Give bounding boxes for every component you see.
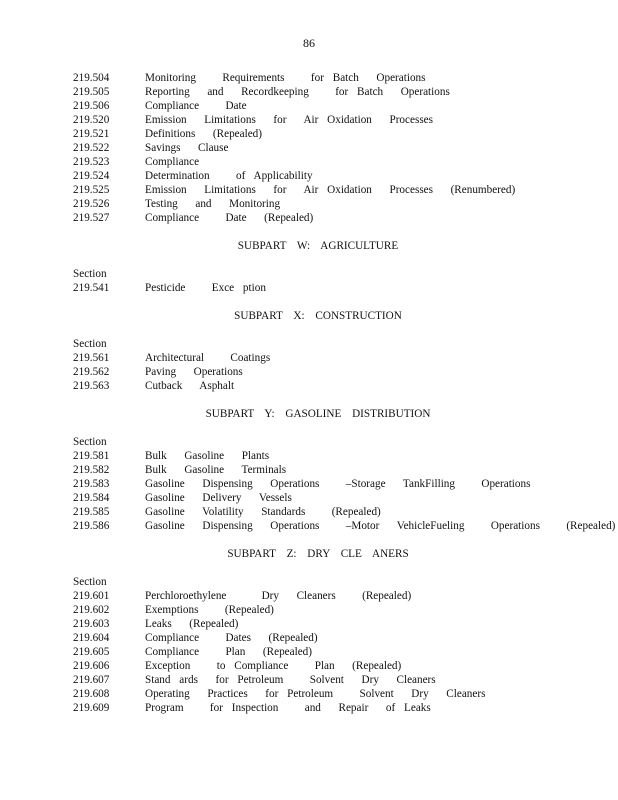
section-number: 219.506 [73, 100, 110, 112]
toc-entry [73, 505, 593, 519]
section-title: Gasoline Dispensing Operations –Motor VehicleFueling Operations (Repealed) [145, 520, 616, 532]
section-number: 219.606 [73, 660, 110, 672]
section-title: Emission Limitations for Air Oxidation Processes [145, 114, 433, 126]
section-number: 219.583 [73, 478, 110, 490]
section-title: Stand ards for Petroleum Solvent Dry Cleaners [145, 674, 436, 686]
section-column-label: Section [73, 338, 107, 350]
section-title: Cutback Asphalt [145, 380, 235, 392]
section-number: 219.526 [73, 198, 110, 210]
toc-entry [73, 491, 593, 505]
section-number: 219.523 [73, 156, 110, 168]
section-column-label: Section [73, 576, 107, 588]
section-title: Leaks (Repealed) [145, 618, 239, 630]
section-title: Gasoline Volatility Standards (Repealed) [145, 506, 381, 518]
subpart-w [73, 239, 593, 295]
toc-entry [73, 183, 593, 197]
subpart-x [73, 309, 593, 393]
toc-entry [73, 141, 593, 155]
section-title: Perchloroethylene Dry Cleaners (Repealed) [145, 590, 412, 602]
toc-entry [73, 673, 593, 687]
toc-entry [73, 463, 593, 477]
section-number: 219.602 [73, 604, 110, 616]
toc-entry [73, 617, 593, 631]
subpart-header: SUBPART Z: DRY CLE ANERS [227, 548, 409, 560]
section-number: 219.522 [73, 142, 110, 154]
subpart-z [73, 547, 593, 715]
toc-entry [73, 519, 616, 533]
toc-entry [73, 701, 593, 715]
section-title: Architectural Coatings [145, 352, 271, 364]
section-title: Paving Operations [145, 366, 243, 378]
section-number: 219.581 [73, 450, 110, 462]
toc-entry [73, 449, 593, 463]
page-number: 86 [303, 36, 315, 50]
section-column-label: Section [73, 268, 107, 280]
section-number: 219.524 [73, 170, 110, 182]
section-number: 219.520 [73, 114, 110, 126]
section-number: 219.527 [73, 212, 110, 224]
toc-entry [73, 99, 593, 113]
toc-entry [73, 197, 593, 211]
section-title: Compliance Plan (Repealed) [145, 646, 313, 658]
toc-entry [73, 211, 593, 225]
section-number: 219.604 [73, 632, 110, 644]
table-of-contents [73, 71, 616, 715]
toc-entry [73, 351, 593, 365]
section-number: 219.609 [73, 702, 110, 714]
section-title: Pesticide Exce ption [145, 282, 266, 294]
toc-entry [73, 645, 593, 659]
toc-entry [73, 659, 593, 673]
section-number: 219.585 [73, 506, 110, 518]
section-number: 219.605 [73, 646, 110, 658]
section-title: Savings Clause [145, 142, 229, 154]
section-title: Exemptions (Repealed) [145, 604, 274, 616]
toc-entry [73, 71, 593, 85]
section-title: Compliance Date [145, 100, 247, 112]
intro-entry-list [73, 71, 593, 225]
subpart-header: SUBPART X: CONSTRUCTION [234, 310, 402, 322]
toc-entry [73, 155, 593, 169]
section-title: Compliance Dates (Repealed) [145, 632, 318, 644]
toc-entry [73, 113, 593, 127]
section-number: 219.582 [73, 464, 110, 476]
section-title: Emission Limitations for Air Oxidation Processes (Renumbered) [145, 184, 516, 196]
section-number: 219.525 [73, 184, 110, 196]
section-number: 219.561 [73, 352, 110, 364]
section-number: 219.607 [73, 674, 110, 686]
section-number: 219.562 [73, 366, 110, 378]
section-title: Monitoring Requirements for Batch Operations [145, 72, 426, 84]
toc-entry [73, 169, 593, 183]
section-title: Testing and Monitoring [145, 198, 281, 210]
section-number: 219.563 [73, 380, 110, 392]
toc-entry [73, 603, 593, 617]
toc-entry [73, 379, 593, 393]
section-number: 219.608 [73, 688, 110, 700]
toc-entry [73, 589, 593, 603]
section-title: Reporting and Recordkeeping for Batch Operations [145, 86, 450, 98]
section-column-label: Section [73, 436, 107, 448]
section-title: Gasoline Delivery Vessels [145, 492, 292, 504]
subpart-y [73, 407, 616, 533]
section-number: 219.603 [73, 618, 110, 630]
toc-entry [73, 85, 593, 99]
section-title: Compliance [145, 156, 200, 168]
section-number: 219.586 [73, 520, 110, 532]
section-title: Program for Inspection and Repair of Leaks [145, 702, 431, 714]
section-title: Bulk Gasoline Plants [145, 450, 270, 462]
section-title: Gasoline Dispensing Operations –Storage TankFilling Operations [145, 478, 531, 490]
section-number: 219.504 [73, 72, 110, 84]
section-number: 219.505 [73, 86, 110, 98]
toc-entry [73, 687, 593, 701]
toc-entry [73, 477, 593, 491]
toc-entry [73, 365, 593, 379]
section-title: Determination of Applicability [145, 170, 313, 182]
section-number: 219.601 [73, 590, 110, 602]
subpart-header: SUBPART Y: GASOLINE DISTRIBUTION [205, 408, 431, 420]
toc-entry [73, 631, 593, 645]
section-number: 219.521 [73, 128, 110, 140]
toc-entry [73, 127, 593, 141]
subpart-header: SUBPART W: AGRICULTURE [237, 240, 399, 252]
toc-entry [73, 281, 593, 295]
section-title: Operating Practices for Petroleum Solvent Dry Cleaners [145, 688, 486, 700]
section-number: 219.584 [73, 492, 110, 504]
section-title: Definitions (Repealed) [145, 128, 263, 140]
section-title: Exception to Compliance Plan (Repealed) [145, 660, 402, 672]
section-title: Bulk Gasoline Terminals [145, 464, 287, 476]
section-number: 219.541 [73, 282, 110, 294]
section-title: Compliance Date (Repealed) [145, 212, 314, 224]
